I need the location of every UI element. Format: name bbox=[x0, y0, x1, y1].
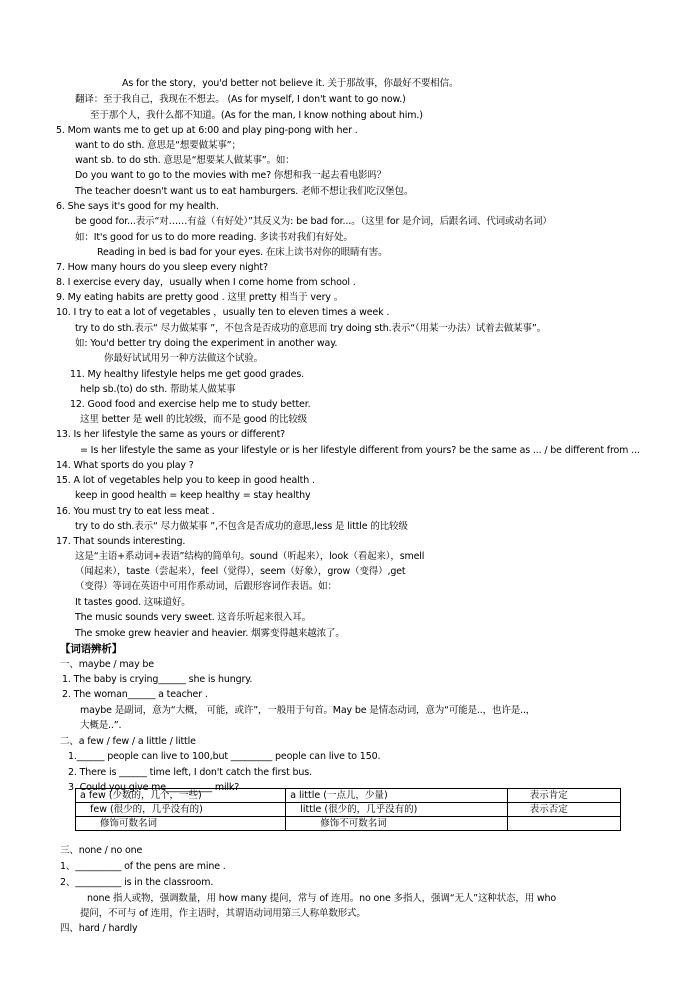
text-line: none 指人或物，强调数量，用 how many 提问，常与 of 连用。no one 多指人，强调“无人”这种状态，用 who bbox=[87, 893, 557, 904]
text-line: The smoke grew heavier and heavier. 烟雾变得越来越浓了。 bbox=[75, 628, 345, 639]
table-row bbox=[76, 817, 621, 831]
text-line: 2. There is ______ time left, I don't catch the first bus. bbox=[68, 767, 312, 778]
text-line: want sb. to do sth. 意思是“想要某人做某事”。如： bbox=[75, 155, 295, 166]
table-cell: 修饰不可数名词 bbox=[286, 817, 508, 831]
text-line: try to do sth.表示“ 尽力做某事 ”,不包含是否成功的意思,less 是 little 的比较级 bbox=[75, 521, 408, 532]
table-cell: a little (一点儿，少量) bbox=[286, 789, 508, 803]
text-line: 三、none / no one bbox=[60, 845, 143, 856]
text-line: 13. Is her lifestyle the same as yours or different? bbox=[56, 429, 286, 440]
text-line: 1. The baby is crying______ she is hungry. bbox=[62, 674, 253, 685]
text-line: 17. That sounds interesting. bbox=[56, 536, 186, 547]
text-line: 5. Mom wants me to get up at 6:00 and play ping-pong with her . bbox=[56, 125, 358, 136]
table-cell: 表示否定 bbox=[507, 803, 620, 817]
table-cell: a few (少数的，几个，一些) bbox=[76, 789, 286, 803]
text-line: （闻起来），taste（尝起来），feel（觉得），seem（好象），grow（变得）,get bbox=[75, 566, 406, 577]
text-line: 2. The woman______ a teacher . bbox=[62, 689, 208, 700]
comparison-table bbox=[75, 788, 621, 831]
text-line: 大概是..”. bbox=[80, 720, 122, 731]
text-line: 1、__________ of the pens are mine . bbox=[60, 861, 226, 872]
table-cell: 表示肯定 bbox=[507, 789, 620, 803]
text-line: be good for...表示“对……有益（有好处）”其反义为: be bad for...。（这里 for 是介词，后跟名词、代词或动名词） bbox=[75, 216, 552, 227]
text-line: 12. Good food and exercise help me to study better. bbox=[70, 399, 311, 410]
text-line: As for the story，you'd better not believe it. 关于那故事，你最好不要相信。 bbox=[122, 78, 459, 89]
text-line: 翻译：至于我自己，我现在不想去。 (As for myself, I don't want to go now.) bbox=[75, 94, 406, 105]
text-line: 6. She says it's good for my health. bbox=[56, 201, 219, 212]
text-line: 至于那个人，我什么都不知道。(As for the man, I know nothing about him.) bbox=[90, 110, 423, 121]
text-line: 1.______ people can live to 100,but _________ people can live to 150. bbox=[68, 751, 381, 762]
text-line: 这里 better 是 well 的比较级，而不是 good 的比较级 bbox=[80, 414, 308, 425]
text-line: （变得）等词在英语中可用作系动词，后跟形容词作表语。如： bbox=[75, 581, 337, 592]
text-line: 如: You'd better try doing the experiment in another way. bbox=[75, 338, 338, 349]
text-line: 3. Could you give me__________ milk? bbox=[68, 782, 240, 793]
text-line: Do you want to go to the movies with me? 你想和我一起去看电影吗？ bbox=[75, 170, 387, 181]
text-line: 9. My eating habits are pretty good . 这里 pretty 相当于 very 。 bbox=[56, 292, 344, 303]
text-line: maybe 是副词，意为“大概， 可能，或许”，一般用于句首。May be 是情态动词，意为“可能是..，也许是..， bbox=[80, 705, 536, 716]
text-line: 8. I exercise every day，usually when I come home from school . bbox=[56, 277, 356, 288]
table-cell: little (很少的，几乎没有的) bbox=[286, 803, 508, 817]
table-cell: few (很少的，几乎没有的) bbox=[76, 803, 286, 817]
text-line: 7. How many hours do you sleep every night? bbox=[56, 262, 268, 273]
text-line: 四、hard / hardly bbox=[60, 923, 138, 934]
text-line: 提问，不可与 of 连用，作主语时，其谓语动词用第三人称单数形式。 bbox=[80, 908, 366, 919]
text-line: 一、maybe / may be bbox=[60, 659, 155, 670]
text-line: It tastes good. 这味道好。 bbox=[75, 597, 191, 608]
text-line: keep in good health = keep healthy = stay healthy bbox=[75, 490, 311, 501]
text-line: 11. My healthy lifestyle helps me get good grades. bbox=[70, 369, 304, 380]
text-line: = Is her lifestyle the same as your lifestyle or is her lifestyle different from yours? be the same as ... / be different from ... bbox=[80, 445, 640, 456]
text-line: The music sounds very sweet. 这音乐听起来很入耳。 bbox=[75, 612, 311, 623]
text-line: 16. You must try to eat less meat . bbox=[56, 506, 215, 517]
text-line: 二、a few / few / a little / little bbox=[60, 736, 196, 747]
text-line: 你最好试试用另一种方法做这个试验。 bbox=[104, 353, 263, 364]
text-line: The teacher doesn't want us to eat hamburgers. 老师不想让我们吃汉堡包。 bbox=[75, 186, 414, 197]
section-heading: 【词语辨析】 bbox=[60, 643, 123, 655]
text-line: 15. A lot of vegetables help you to keep in good health . bbox=[56, 475, 315, 486]
table-row bbox=[76, 789, 621, 803]
text-line: 这是“主语+系动词+表语”结构的简单句。sound（听起来），look（看起来），smell bbox=[75, 551, 425, 562]
text-line: 2、__________ is in the classroom. bbox=[60, 877, 214, 888]
text-line: 14. What sports do you play ? bbox=[56, 460, 194, 471]
text-line: 如：It's good for us to do more reading. 多读书对我们有好处。 bbox=[75, 232, 353, 243]
text-line: try to do sth.表示“ 尽力做某事 ”，不包含是否成功的意思而 try doing sth.表示“（用某一办法）试着去做某事”。 bbox=[75, 323, 546, 334]
text-line: 10. I try to eat a lot of vegetables ，usually ten to eleven times a week . bbox=[56, 307, 390, 318]
table-cell bbox=[507, 817, 620, 831]
table-row bbox=[76, 803, 621, 817]
text-line: want to do sth. 意思是“想要做某事”； bbox=[75, 140, 241, 151]
text-line: help sb.(to) do sth. 帮助某人做某事 bbox=[80, 384, 236, 395]
text-line: Reading in bed is bad for your eyes. 在床上读书对你的眼睛有害。 bbox=[97, 247, 388, 258]
table-cell: 修饰可数名词 bbox=[76, 817, 286, 831]
